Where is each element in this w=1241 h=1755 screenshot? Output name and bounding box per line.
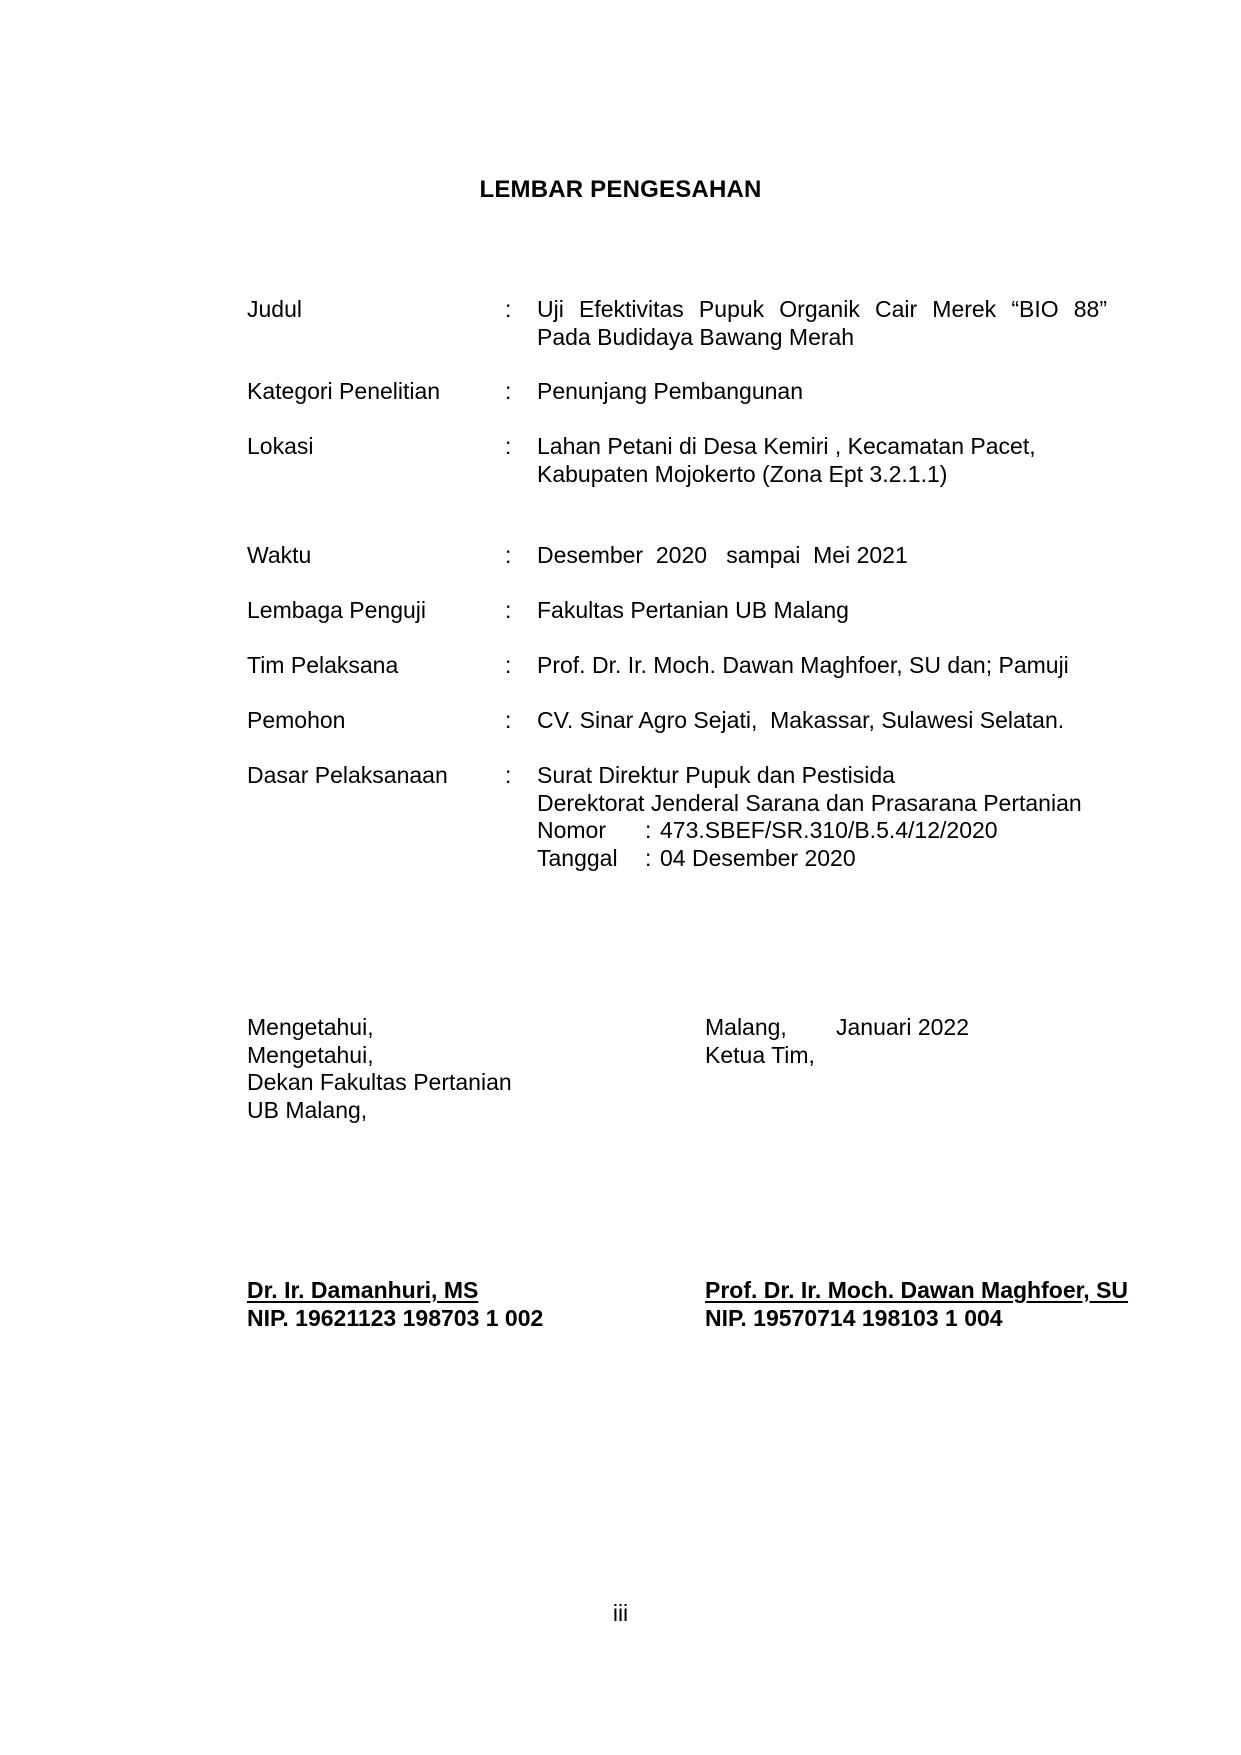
field-label: Pemohon (247, 707, 346, 733)
field-value-line: CV. Sinar Agro Sejati, Makassar, Sulawesi Selatan. (537, 707, 1065, 733)
field-colon: : (505, 542, 512, 568)
field-colon: : (505, 652, 512, 678)
field-value-line: Fakultas Pertanian UB Malang (537, 597, 849, 623)
field-colon: : (505, 597, 512, 623)
tanggal-value: 04 Desember 2020 (660, 844, 856, 871)
field-colon: : (505, 707, 512, 733)
field-value-line: Penunjang Pembangunan (537, 378, 804, 404)
signer-nip: NIP. 19621123 198703 1 002 (247, 1305, 544, 1331)
field-value-line: Prof. Dr. Ir. Moch. Dawan Maghfoer, SU dan; Pamuji (537, 652, 1069, 678)
place-date-line (705, 1014, 1085, 1042)
sign-role: Ketua Tim, (705, 1041, 815, 1068)
field-value-line: Desember 2020 sampai Mei 2021 (537, 542, 908, 568)
field-value-line: Surat Direktur Pupuk dan Pestisida (537, 762, 895, 788)
nomor-line (537, 817, 1107, 845)
left-sign-line: Mengetahui, (247, 1041, 374, 1068)
field-value-line: Pada Budidaya Bawang Merah (537, 323, 855, 350)
right-signer (705, 1276, 1128, 1332)
sign-date: Januari 2022 (836, 1014, 969, 1040)
field-label: Waktu (247, 542, 312, 568)
field-value-line: Kabupaten Mojokerto (Zona Ept 3.2.1.1) (537, 460, 948, 487)
right-signature-header (705, 1014, 1085, 1069)
field-value-line: Lahan Petani di Desa Kemiri , Kecamatan Pacet, (537, 433, 1036, 459)
field-colon: : (505, 433, 512, 459)
nomor-label: Nomor (537, 817, 607, 843)
page-number: iii (612, 1600, 629, 1626)
left-signer (247, 1276, 543, 1332)
field-value (537, 296, 1107, 351)
page-title: LEMBAR PENGESAHAN (479, 176, 762, 203)
signer-name: Dr. Ir. Damanhuri, MS (247, 1277, 479, 1303)
left-sign-line: Mengetahui, (247, 1014, 374, 1040)
field-value (537, 707, 1107, 735)
field-label: Lembaga Penguji (247, 597, 427, 623)
field-colon: : (505, 296, 512, 322)
field-value (537, 542, 1107, 570)
left-sign-line: Dekan Fakultas Pertanian (247, 1069, 512, 1095)
sign-place: Malang, (705, 1014, 787, 1040)
field-label: Tim Pelaksana (247, 652, 399, 678)
nomor-colon: : (645, 817, 652, 843)
field-label: Judul (247, 296, 302, 322)
field-value (537, 378, 1107, 406)
tanggal-line (537, 845, 1107, 873)
field-value-line: Derektorat Jenderal Sarana dan Prasarana Pertanian (537, 789, 1082, 816)
field-colon: : (505, 762, 512, 788)
field-label: Dasar Pelaksanaan (247, 762, 448, 788)
field-label: Lokasi (247, 433, 314, 459)
tanggal-colon: : (645, 844, 652, 871)
field-value (537, 762, 1107, 872)
field-value (537, 597, 1107, 625)
signer-name: Prof. Dr. Ir. Moch. Dawan Maghfoer, SU (705, 1277, 1129, 1303)
field-value-line: Uji Efektivitas Pupuk Organik Cair Merek “BIO 88” (537, 296, 1107, 322)
field-value (537, 652, 1107, 680)
field-label: Kategori Penelitian (247, 378, 441, 404)
signer-nip: NIP. 19570714 198103 1 004 (705, 1305, 1003, 1331)
tanggal-label: Tanggal (537, 844, 618, 871)
field-colon: : (505, 378, 512, 404)
field-value (537, 433, 1107, 488)
left-signature-header (247, 1014, 512, 1124)
nomor-value: 473.SBEF/SR.310/B.5.4/12/2020 (660, 817, 998, 843)
left-sign-line: UB Malang, (247, 1096, 368, 1123)
